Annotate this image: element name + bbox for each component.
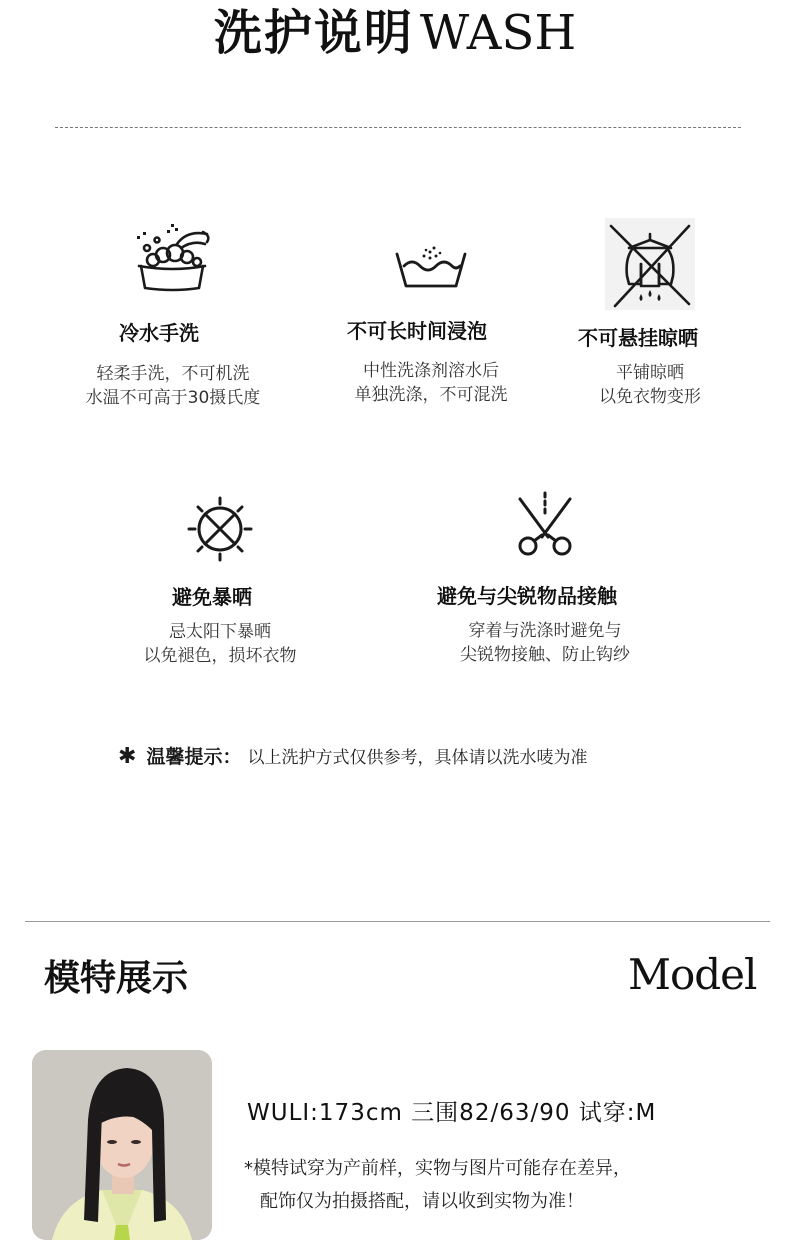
scissors-icon [514, 491, 576, 557]
model-section-title-en: Model [628, 950, 757, 999]
model-note-line2: 配饰仅为拍摄搭配，请以收到实物为准！ [260, 1191, 584, 1212]
care-title-no-sun: 避免暴晒 [172, 585, 252, 609]
tip-text: 以上洗护方式仅供参考，具体请以洗水唛为准 [247, 748, 588, 768]
model-portrait-image [32, 1050, 212, 1240]
section-divider [25, 921, 770, 922]
care-desc-no-soak [300, 359, 562, 407]
model-photo [32, 1050, 212, 1240]
no-sun-icon [186, 495, 254, 563]
wash-basin-icon [394, 244, 468, 290]
care-desc-line: 以免褪色，损坏衣物 [143, 646, 297, 666]
title-chinese: 洗护说明 [213, 5, 414, 61]
care-title-hand-wash: 冷水手洗 [119, 321, 199, 345]
care-desc-line: 单独洗涤，不可混洗 [354, 385, 508, 405]
care-desc-no-hang [560, 361, 740, 409]
care-desc-line: 以免衣物变形 [599, 387, 701, 407]
asterisk-icon: ✱ [118, 744, 137, 769]
care-desc-line: 穿着与洗涤时避免与 [468, 621, 622, 641]
care-desc-avoid-sharp [420, 619, 670, 667]
model-section-title: 模特展示 [44, 958, 189, 999]
model-specs: WULI:173cm 三围82/63/90 试穿:M [247, 1100, 657, 1126]
care-desc-line: 平铺晾晒 [616, 363, 684, 383]
no-hang-dry-icon [605, 218, 695, 310]
care-desc-no-sun [110, 620, 330, 668]
tip-label: 温馨提示： [146, 746, 242, 768]
care-desc-hand-wash [40, 362, 306, 410]
care-desc-line: 尖锐物接触、防止钩纱 [460, 645, 630, 665]
hand-wash-icon [133, 222, 213, 296]
care-desc-line: 轻柔手洗，不可机洗 [96, 364, 250, 384]
care-title-avoid-sharp: 避免与尖锐物品接触 [437, 584, 617, 608]
care-desc-line: 忌太阳下暴晒 [169, 622, 271, 642]
dashed-divider [55, 127, 741, 128]
care-title-no-soak: 不可长时间浸泡 [347, 319, 487, 343]
care-desc-line: 中性洗涤剂溶水后 [363, 361, 499, 381]
care-title-no-hang: 不可悬挂晾晒 [578, 326, 698, 350]
title-english: WASH [419, 5, 577, 61]
care-tip [118, 742, 587, 769]
page-title [0, 0, 790, 63]
model-note-line1: *模特试穿为产前样，实物与图片可能存在差异， [244, 1158, 631, 1179]
care-desc-line: 水温不可高于30摄氏度 [85, 388, 261, 408]
